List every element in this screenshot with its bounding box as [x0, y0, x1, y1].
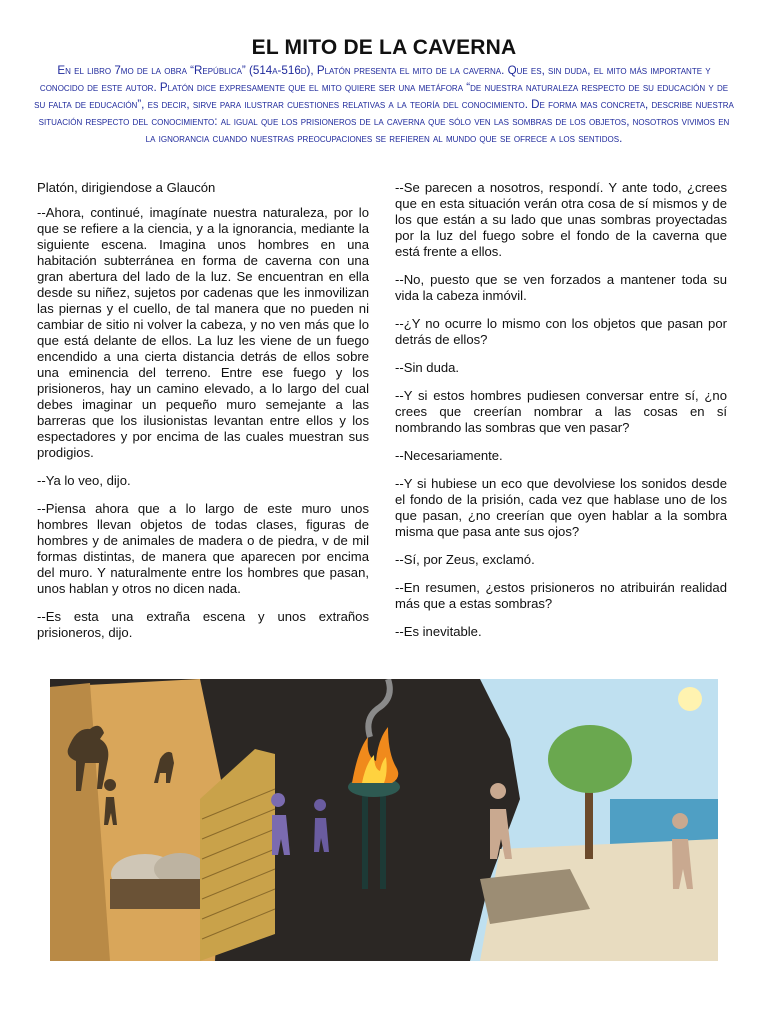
dialogue-paragraph: --Necesariamente.: [395, 448, 503, 463]
tree-canopy: [548, 725, 632, 793]
dialogue-paragraph: --¿Y no ocurre lo mismo con los objetos que pasan por detrás de ellos?: [395, 316, 727, 347]
fire-stand: [362, 789, 368, 889]
dialogue-paragraph: --Piensa ahora que a lo largo de este muro unos hombres llevan objetos de todas clases, figuras de hombres y de animales de madera o de piedra, v de mil formas distintas, de manera que aparecen por encima del muro. Y naturalmente entre los hombres que pasan, unos hablan y otros no dicen nada.: [37, 501, 369, 596]
intro-paragraph: En el libro 7mo de la obra “República” (514a-516d), Platón presenta el mito de la caverna. Que es, sin duda, el mito más importante y conocido de este autor. Platón dice expresamente que el mito quiere ser una metáfora “de nuestra naturaleza respecto de su educación y de su falta de educación”, es decir, sirve para ilustrar cuestiones relativas a la teoría del conocimiento. De forma mas concreta, describe nuestra situación respecto del conocimiento: al igual que los prisioneros de la caverna que sólo ven las sombras de los objetos, nosotros vivimos en la ignorancia cuando nuestras preocupaciones se refieren al mundo que se ofrece a los sentidos.: [34, 64, 734, 145]
document-title: EL MITO DE LA CAVERNA: [251, 36, 517, 59]
dialogue-paragraph: --Se parecen a nosotros, respondí. Y ante todo, ¿crees que en esta situación verán otra cosa de sí mismos y de los que están a su lado que unas sombras proyectadas por la luz del fuego sobre el fondo de la caverna que está frente a ellos.: [395, 180, 727, 259]
dialogue-paragraph: --Ya lo veo, dijo.: [37, 473, 131, 488]
dialogue-paragraph: --No, puesto que se ven forzados a mantener toda su vida la cabeza inmóvil.: [395, 272, 727, 303]
dialogue-paragraph: --Ahora, continué, imagínate nuestra naturaleza, por lo que se refiere a la ciencia, y a la ignorancia, mediante la siguiente escena. Imagina unos hombres en una habitación subterránea en forma de caverna con una gran abertura del lado de la luz. Se encuentran en ella desde su niñez, sujetos por cadenas que les inmovilizan las piernas y el cuello, de tal manera que no pueden ni cambiar de sitio ni volver la cabeza, y no ven más que lo que está delante de ellos. La luz les viene de un fuego encendido a una cierta distancia detrás de ellos sobre una eminencia del terreno. Entre ese fuego y los prisioneros, hay un camino elevado, a lo largo del cual debes imaginar un pequeño muro semejante a las barreras que los ilusionistas levantan entre ellos y los espectadores y por encima de las cuales muestran sus prodigios.: [37, 205, 369, 460]
dialogue-paragraph: --Sin duda.: [395, 360, 460, 375]
dialogue-paragraph: --Y si estos hombres pudiesen conversar entre sí, ¿no crees que creerían nombrar a las cosas en sí nombrando las sombras que ven pasar?: [395, 388, 727, 435]
cave-allegory-illustration: [50, 679, 718, 961]
illustration-svg: [50, 679, 718, 961]
left-column: [37, 180, 369, 653]
fire-stand: [380, 789, 386, 889]
dialogue-paragraph: --Sí, por Zeus, exclamó.: [395, 552, 535, 567]
dialogue-paragraph: Platón, dirigiendose a Glaucón: [37, 180, 216, 195]
right-column: [395, 180, 727, 652]
dialogue-paragraph: --Es inevitable.: [395, 624, 482, 639]
sun-icon: [678, 687, 702, 711]
dialogue-paragraph: --En resumen, ¿estos prisioneros no atribuirán realidad más que a estas sombras?: [395, 580, 727, 611]
dialogue-paragraph: --Y si hubiese un eco que devolviese los sonidos desde el fondo de la prisión, cada vez que hablase uno de los que pasan, ¿no creerían que oyen hablar a la sombra misma que pasa ante sus ojos?: [395, 476, 727, 539]
dialogue-paragraph: --Es esta una extraña escena y unos extraños prisioneros, dijo.: [37, 609, 369, 640]
